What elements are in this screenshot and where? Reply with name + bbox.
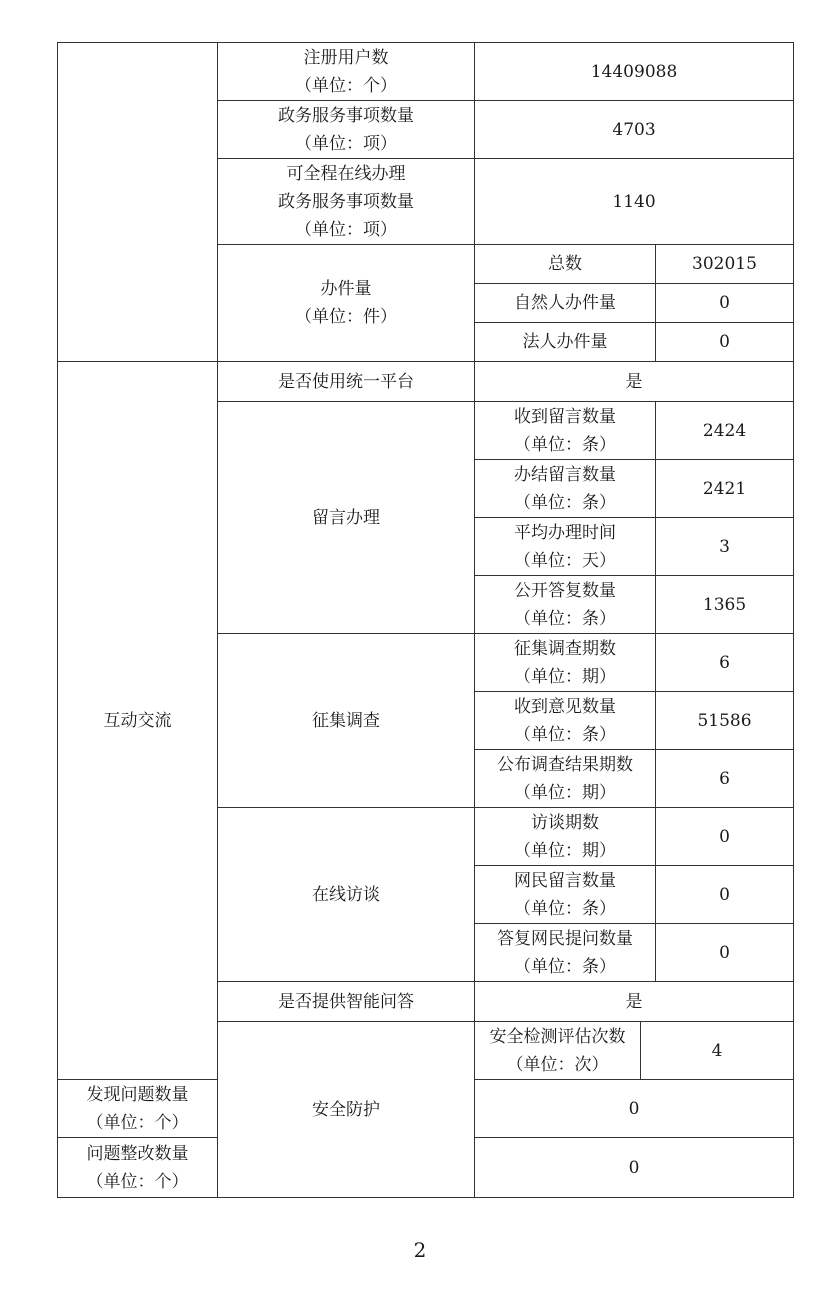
sub-label: 收到留言数量 （单位：条） — [475, 402, 656, 460]
row-label: 注册用户数 （单位：个） — [218, 43, 475, 101]
sub-label: 征集调查期数 （单位：期） — [475, 634, 656, 692]
row-value: 6 — [656, 750, 794, 808]
row-value: 2421 — [656, 460, 794, 518]
row-label: 是否使用统一平台 — [218, 362, 475, 402]
row-label: 可全程在线办理 政务服务事项数量 （单位：项） — [218, 159, 475, 245]
row-label: 发现问题数量 （单位：个） — [58, 1080, 218, 1138]
sub-label: 收到意见数量 （单位：条） — [475, 692, 656, 750]
row-label: 办件量 （单位：件） — [218, 245, 475, 362]
row-value: 1365 — [656, 576, 794, 634]
sub-label: 总数 — [475, 245, 656, 284]
page-number: 2 — [413, 1238, 427, 1262]
row-value: 4703 — [475, 101, 794, 159]
sub-label: 办结留言数量 （单位：条） — [475, 460, 656, 518]
row-value: 1140 — [475, 159, 794, 245]
sub-label: 公开答复数量 （单位：条） — [475, 576, 656, 634]
row-value: 0 — [656, 924, 794, 982]
row-value: 0 — [475, 1138, 794, 1198]
sub-label: 法人办件量 — [475, 323, 656, 362]
row-value: 4 — [641, 1022, 794, 1080]
row-value: 3 — [656, 518, 794, 576]
row-value: 是 — [475, 982, 794, 1022]
stats-table — [57, 42, 794, 1198]
row-value: 51586 — [656, 692, 794, 750]
row-label: 问题整改数量 （单位：个） — [58, 1138, 218, 1198]
sub-label: 平均办理时间 （单位：天） — [475, 518, 656, 576]
group-label-survey: 征集调查 — [218, 634, 475, 808]
section-label-interaction: 互动交流 — [58, 362, 218, 1080]
row-value: 0 — [656, 808, 794, 866]
section-label-security: 安全防护 — [218, 1022, 475, 1198]
sub-label: 网民留言数量 （单位：条） — [475, 866, 656, 924]
sub-label: 自然人办件量 — [475, 284, 656, 323]
row-value: 6 — [656, 634, 794, 692]
row-label: 政务服务事项数量 （单位：项） — [218, 101, 475, 159]
row-value: 2424 — [656, 402, 794, 460]
sub-label: 答复网民提问数量 （单位：条） — [475, 924, 656, 982]
row-label: 是否提供智能问答 — [218, 982, 475, 1022]
row-value: 是 — [475, 362, 794, 402]
empty-section-cell — [58, 43, 218, 362]
row-value: 302015 — [656, 245, 794, 284]
row-label: 安全检测评估次数 （单位：次） — [475, 1022, 641, 1080]
row-value: 14409088 — [475, 43, 794, 101]
row-value: 0 — [475, 1080, 794, 1138]
row-value: 0 — [656, 284, 794, 323]
group-label-messages: 留言办理 — [218, 402, 475, 634]
sub-label: 公布调查结果期数 （单位：期） — [475, 750, 656, 808]
sub-label: 访谈期数 （单位：期） — [475, 808, 656, 866]
table-row — [58, 43, 794, 101]
row-value: 0 — [656, 866, 794, 924]
table-row — [58, 362, 794, 402]
group-label-interview: 在线访谈 — [218, 808, 475, 982]
row-value: 0 — [656, 323, 794, 362]
